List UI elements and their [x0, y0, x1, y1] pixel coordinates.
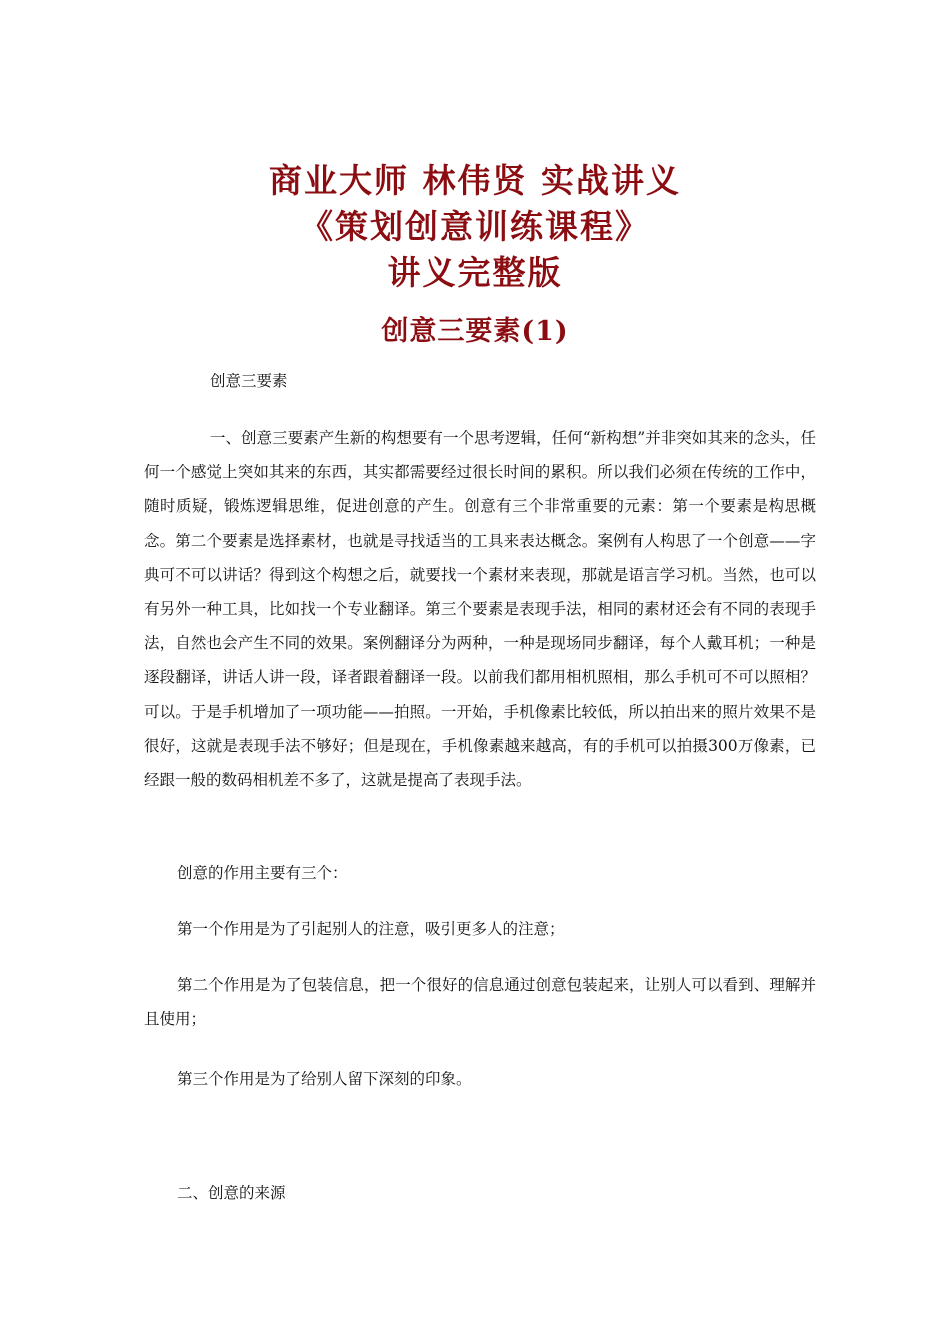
title-line-3: 讲义完整版 — [387, 253, 563, 292]
paragraph-function-3: 第三个作用是为了给别人留下深刻的印象。 — [177, 1070, 472, 1088]
document-title — [0, 158, 950, 296]
paragraph-function-1: 第一个作用是为了引起别人的注意，吸引更多人的注意； — [177, 920, 565, 938]
paragraph-function-2: 第二个作用是为了包装信息，把一个很好的信息通过创意包装起来，让别人可以看到、理解并且使用； — [144, 976, 816, 1029]
subheading-creative-three-elements: 创意三要素 — [210, 372, 288, 390]
section-title: 创意三要素(1) — [381, 316, 569, 347]
title-line-2: 《策划创意训练课程》 — [300, 207, 650, 246]
heading-creative-sources: 二、创意的来源 — [177, 1184, 286, 1202]
paragraph-functions-intro: 创意的作用主要有三个： — [177, 864, 348, 882]
title-line-1: 商业大师 林伟贤 实战讲义 — [269, 161, 681, 200]
paragraph-three-elements: 一、创意三要素产生新的构想要有一个思考逻辑，任何“新构想”并非突如其来的念头，任何一个感觉上突如其来的东西，其实都需要经过很长时间的累积。所以我们必须在传统的工作中，随时质疑，锻炼逻辑思维，促进创意的产生。创意有三个非常重要的元素：第一个要素是构思概念。第二个要素是选择素材，也就是寻找适当的工具来表达概念。案例有人构思了一个创意——字典可不可以讲话？得到这个构想之后，就要找一个素材来表现，那就是语言学习机。当然，也可以有另外一种工具，比如找一个专业翻译。第三个要素是表现手法，相同的素材还会有不同的表现手法，自然也会产生不同的效果。案例翻译分为两种，一种是现场同步翻译，每个人戴耳机；一种是逐段翻译，讲话人讲一段，译者跟着翻译一段。以前我们都用相机照相，那么手机可不可以照相？可以。于是手机增加了一项功能——拍照。一开始，手机像素比较低，所以拍出来的照片效果不是很好，这就是表现手法不够好；但是现在，手机像素越来越高，有的手机可以拍摄300万像素，已经跟一般的数码相机差不多了，这就是提高了表现手法。 — [144, 429, 816, 790]
